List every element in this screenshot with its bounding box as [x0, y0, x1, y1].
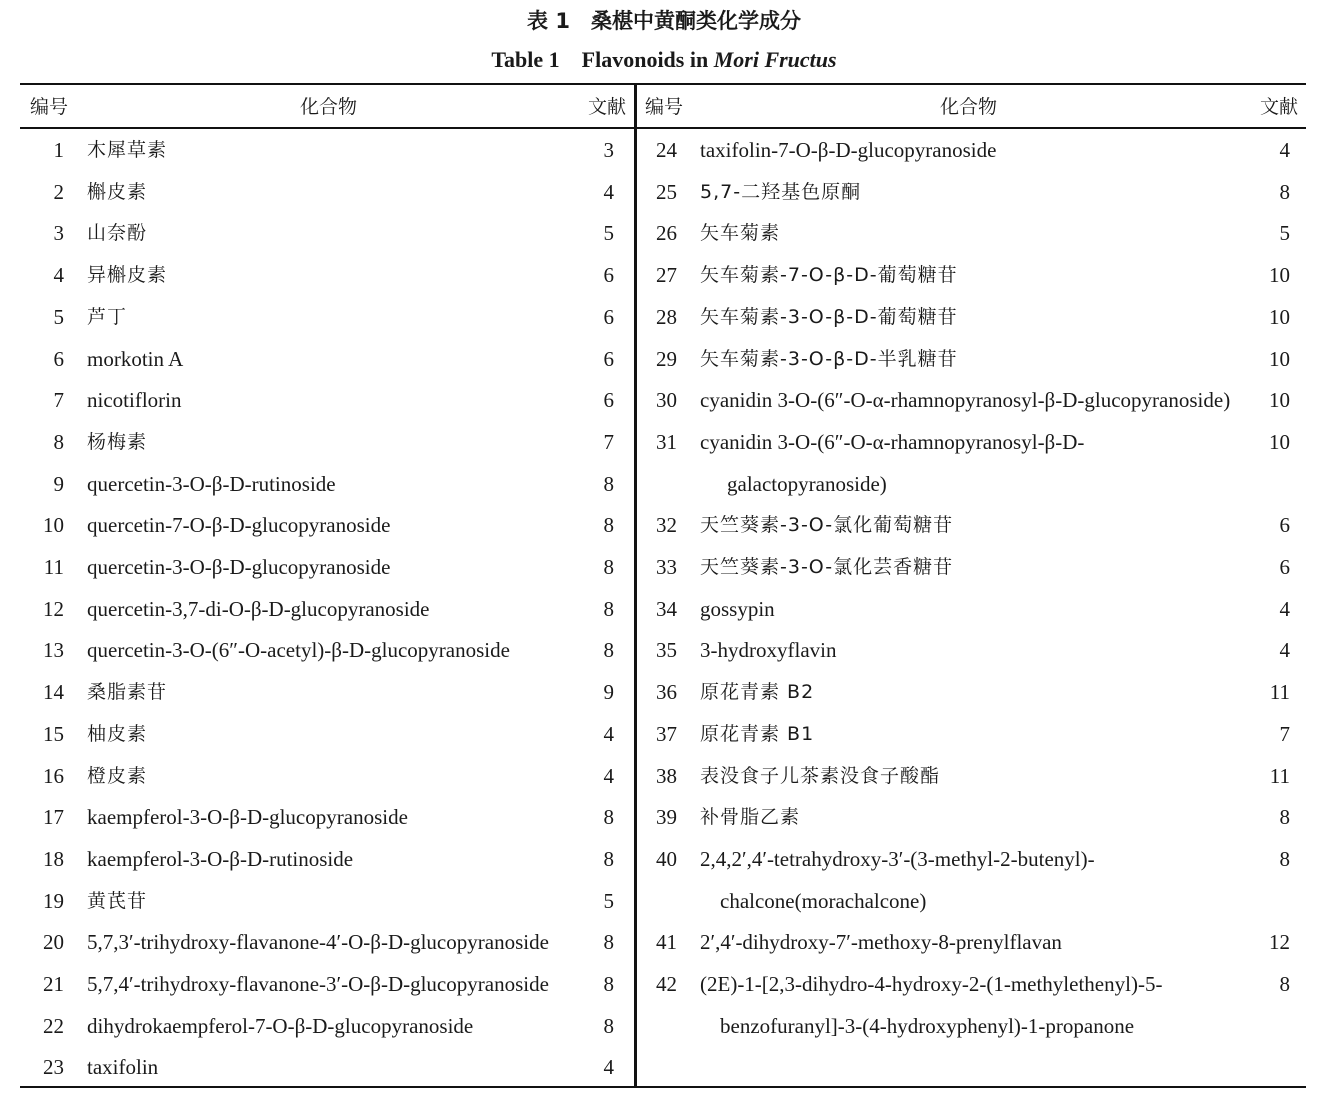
- reference-number: 10: [1269, 304, 1290, 329]
- compound-name: 矢车菊素-3-O-β-D-半乳糖苷: [700, 347, 958, 370]
- compound-number: 11: [43, 555, 64, 579]
- compound-number: 15: [43, 721, 64, 746]
- compound-name: 3-hydroxyflavin: [700, 638, 837, 663]
- compound-number: 40: [656, 846, 677, 871]
- reference-number: 5: [603, 888, 614, 913]
- compound-name: taxifolin: [87, 1055, 159, 1080]
- compound-name: taxifolin-7-O-β-D-glucopyranoside: [700, 138, 997, 162]
- compound-number: 2: [53, 179, 64, 204]
- compound-name-continuation: galactopyranoside): [727, 471, 887, 496]
- compound-number: 26: [656, 221, 677, 246]
- compound-name: morkotin A: [87, 346, 184, 371]
- table-row: [0, 546, 1328, 588]
- header-id-right: 编号: [645, 96, 684, 118]
- compound-number: 5: [53, 304, 64, 329]
- table-row: [0, 671, 1328, 713]
- table-row: [0, 379, 1328, 421]
- table-row: [0, 755, 1328, 797]
- compound-number: 1: [53, 138, 64, 162]
- compound-number: 33: [656, 555, 677, 579]
- compound-name: nicotiflorin: [87, 388, 182, 413]
- reference-number: 4: [603, 721, 614, 746]
- compound-name: quercetin-3-O-β-D-rutinoside: [87, 471, 336, 496]
- compound-number: 6: [53, 346, 64, 371]
- table-row: [0, 338, 1328, 380]
- compound-number: 37: [656, 721, 677, 746]
- compound-name: 柚皮素: [87, 722, 148, 745]
- table-row: [0, 171, 1328, 213]
- reference-number: 5: [603, 221, 614, 246]
- header-ref-right: 文献: [1260, 96, 1299, 118]
- compound-name: kaempferol-3-O-β-D-rutinoside: [87, 846, 354, 871]
- table-row: [0, 796, 1328, 838]
- reference-number: 11: [1269, 763, 1290, 788]
- reference-number: 8: [603, 513, 614, 538]
- table-title-en-italic: Mori Fructus: [713, 47, 837, 72]
- compound-name: 槲皮素: [87, 180, 148, 203]
- reference-number: 6: [1279, 555, 1290, 579]
- reference-number: 8: [603, 1013, 614, 1038]
- compound-name: 杨梅素: [87, 430, 148, 453]
- compound-name: 天竺葵素-3-O-氯化芸香糖苷: [700, 556, 954, 578]
- compound-number: 22: [43, 1013, 64, 1038]
- compound-number: 38: [656, 763, 677, 788]
- compound-number: 35: [656, 638, 677, 663]
- compound-number: 28: [656, 304, 677, 329]
- compound-number: 23: [43, 1055, 64, 1080]
- compound-number: 7: [53, 388, 64, 413]
- compound-name: 黄芪苷: [87, 889, 148, 912]
- compound-number: 36: [656, 680, 677, 705]
- compound-name: 山奈酚: [87, 222, 148, 245]
- reference-number: 4: [603, 1055, 614, 1080]
- compound-name: cyanidin 3-O-(6″-O-α-rhamnopyranosyl-β-D-: [700, 429, 1085, 454]
- compound-name: 矢车菊素: [700, 222, 781, 245]
- table-row: [0, 880, 1328, 922]
- compound-name: 2′,4′-dihydroxy-7′-methoxy-8-prenylflavan: [700, 930, 1062, 955]
- compound-name: quercetin-7-O-β-D-glucopyranoside: [87, 513, 391, 538]
- table-row: [0, 1046, 1328, 1088]
- table-row: [0, 963, 1328, 1005]
- reference-number: 12: [1269, 930, 1290, 955]
- compound-name: 5,7-二羟基色原酮: [700, 180, 862, 203]
- reference-number: 4: [1279, 638, 1290, 663]
- reference-number: 8: [603, 555, 614, 579]
- header-ref-left: 文献: [588, 96, 627, 118]
- reference-number: 4: [603, 179, 614, 204]
- reference-number: 3: [603, 138, 614, 162]
- compound-name: 矢车菊素-7-O-β-D-葡萄糖苷: [700, 264, 958, 287]
- reference-number: 10: [1269, 388, 1290, 413]
- compound-name: 木犀草素: [87, 139, 168, 161]
- table-row: [0, 504, 1328, 546]
- reference-number: 8: [603, 638, 614, 663]
- compound-number: 3: [53, 221, 64, 246]
- compound-number: 34: [656, 596, 677, 621]
- compound-number: 19: [43, 888, 64, 913]
- table-row: [0, 629, 1328, 671]
- compound-name: 5,7,3′-trihydroxy-flavanone-4′-O-β-D-glucopyranoside: [87, 930, 549, 955]
- reference-number: 8: [603, 972, 614, 996]
- compound-number: 8: [53, 429, 64, 454]
- table-row: [0, 296, 1328, 338]
- reference-number: 10: [1269, 263, 1290, 288]
- reference-number: 8: [603, 471, 614, 496]
- compound-number: 9: [53, 471, 64, 496]
- compound-number: 39: [656, 805, 677, 830]
- reference-number: 10: [1269, 429, 1290, 454]
- table-row: [0, 212, 1328, 254]
- compound-number: 14: [43, 680, 64, 705]
- compound-number: 17: [43, 805, 64, 830]
- compound-number: 16: [43, 763, 64, 788]
- reference-number: 4: [1279, 138, 1290, 162]
- compound-number: 12: [43, 596, 64, 621]
- reference-number: 8: [603, 846, 614, 871]
- table-title-cn: 表 1 桑椹中黄酮类化学成分: [527, 9, 801, 33]
- header-id-left: 编号: [30, 96, 69, 118]
- compound-number: 4: [53, 263, 64, 288]
- compound-name: kaempferol-3-O-β-D-glucopyranoside: [87, 805, 408, 830]
- reference-number: 9: [603, 680, 614, 705]
- compound-number: 20: [43, 930, 64, 955]
- table-row: [0, 838, 1328, 880]
- table-row: [0, 421, 1328, 463]
- compound-name: 桑脂素苷: [87, 681, 168, 704]
- reference-number: 11: [1269, 680, 1290, 705]
- compound-name: dihydrokaempferol-7-O-β-D-glucopyranoside: [87, 1013, 474, 1038]
- table-row: [0, 129, 1328, 171]
- compound-name: (2E)-1-[2,3-dihydro-4-hydroxy-2-(1-methylethenyl)-5-: [700, 972, 1163, 996]
- compound-name: 原花青素 B2: [700, 681, 815, 704]
- compound-number: 27: [656, 263, 677, 288]
- table-row: [0, 588, 1328, 630]
- reference-number: 8: [603, 596, 614, 621]
- compound-name: quercetin-3-O-β-D-glucopyranoside: [87, 555, 391, 579]
- header-compound-left: 化合物: [300, 96, 358, 118]
- reference-number: 7: [603, 429, 614, 454]
- reference-number: 8: [603, 805, 614, 830]
- compound-number: 41: [656, 930, 677, 955]
- compound-number: 18: [43, 846, 64, 871]
- reference-number: 6: [1279, 513, 1290, 538]
- compound-number: 32: [656, 513, 677, 538]
- reference-number: 6: [603, 346, 614, 371]
- compound-name: 橙皮素: [87, 764, 148, 787]
- compound-name: gossypin: [700, 596, 775, 621]
- reference-number: 8: [1279, 972, 1290, 996]
- table-title-en-prefix: Table 1 Flavonoids in: [491, 47, 714, 72]
- compound-number: 13: [43, 638, 64, 663]
- reference-number: 4: [1279, 596, 1290, 621]
- compound-name: 原花青素 B1: [700, 722, 815, 745]
- compound-number: 24: [656, 138, 677, 162]
- compound-number: 25: [656, 179, 677, 204]
- reference-number: 4: [603, 763, 614, 788]
- compound-name-continuation: benzofuranyl]-3-(4-hydroxyphenyl)-1-propanone: [720, 1013, 1135, 1038]
- reference-number: 8: [603, 930, 614, 955]
- reference-number: 7: [1279, 721, 1290, 746]
- reference-number: 10: [1269, 346, 1290, 371]
- table-title-en: [0, 45, 1328, 75]
- compound-name: 2,4,2′,4′-tetrahydroxy-3′-(3-methyl-2-butenyl)-: [700, 846, 1095, 871]
- compound-name: 表没食子儿茶素没食子酸酯: [700, 764, 941, 787]
- compound-number: 31: [656, 429, 677, 454]
- reference-number: 8: [1279, 805, 1290, 830]
- table-row: [0, 463, 1328, 505]
- compound-name: 补骨脂乙素: [700, 806, 801, 829]
- compound-name: 天竺葵素-3-O-氯化葡萄糖苷: [700, 514, 954, 537]
- table-row: [0, 921, 1328, 963]
- compound-name: 5,7,4′-trihydroxy-flavanone-3′-O-β-D-glucopyranoside: [87, 972, 549, 996]
- compound-name-continuation: chalcone(morachalcone): [720, 888, 927, 913]
- reference-number: 8: [1279, 846, 1290, 871]
- compound-name: quercetin-3,7-di-O-β-D-glucopyranoside: [87, 596, 430, 621]
- compound-number: 10: [43, 513, 64, 538]
- reference-number: 6: [603, 263, 614, 288]
- reference-number: 6: [603, 388, 614, 413]
- compound-name: 芦丁: [87, 305, 128, 328]
- compound-name: 矢车菊素-3-O-β-D-葡萄糖苷: [700, 305, 958, 328]
- compound-name: cyanidin 3-O-(6″-O-α-rhamnopyranosyl-β-D-glucopyranoside): [700, 388, 1231, 413]
- reference-number: 6: [603, 304, 614, 329]
- header-compound-right: 化合物: [940, 96, 998, 118]
- reference-number: 8: [1279, 179, 1290, 204]
- compound-number: 42: [656, 972, 677, 996]
- compound-name: 异槲皮素: [87, 264, 168, 287]
- compound-name: quercetin-3-O-(6″-O-acetyl)-β-D-glucopyranoside: [87, 638, 510, 663]
- compound-number: 21: [43, 972, 64, 996]
- table-row: [0, 713, 1328, 755]
- compound-number: 30: [656, 388, 677, 413]
- table-row: [0, 254, 1328, 296]
- table-top-rule: [20, 83, 1306, 85]
- reference-number: 5: [1279, 221, 1290, 246]
- compound-number: 29: [656, 346, 677, 371]
